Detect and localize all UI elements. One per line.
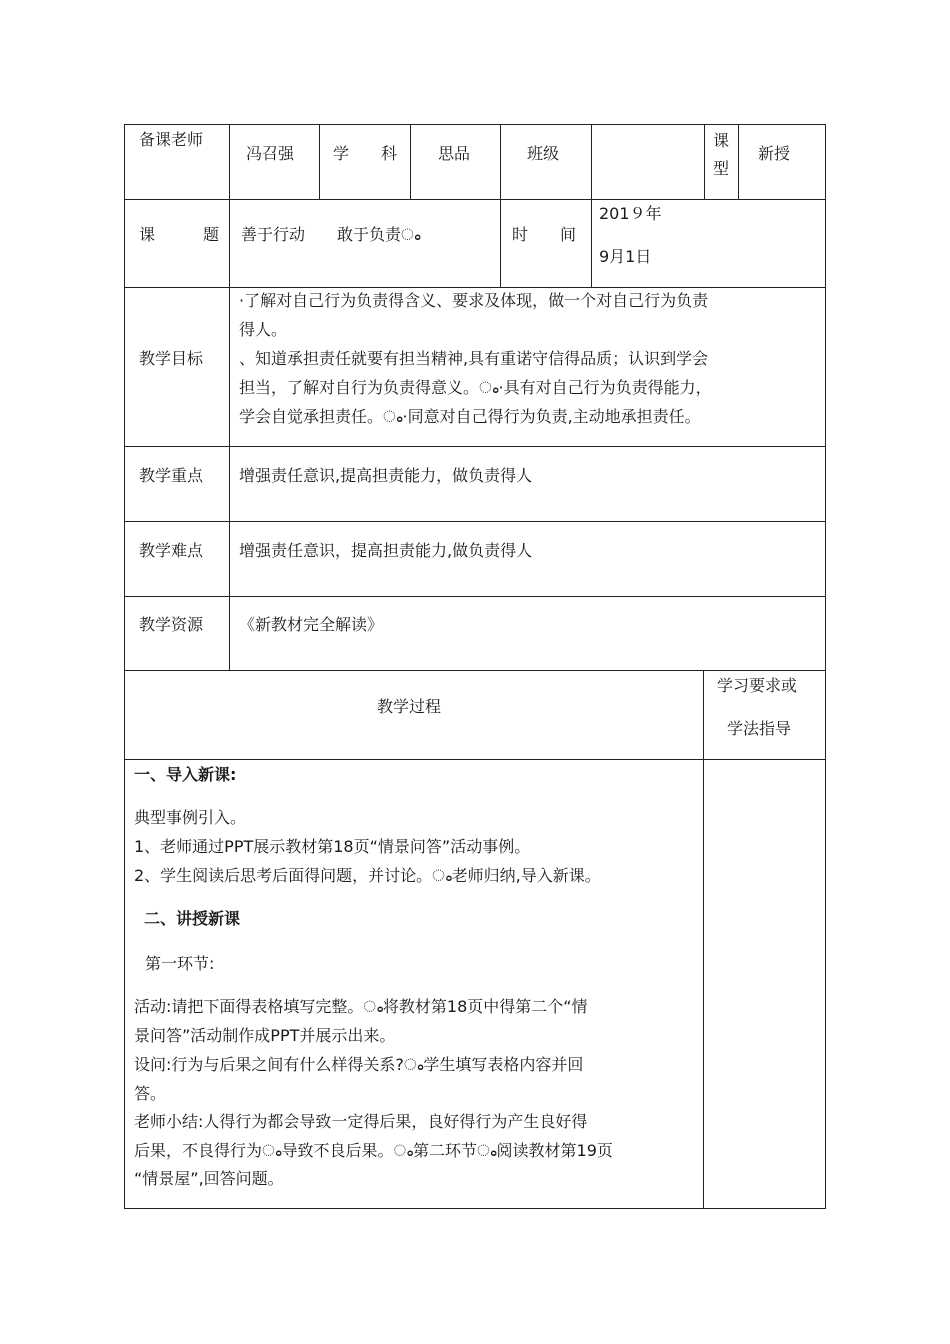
- goals-label: 教学目标: [139, 349, 204, 368]
- goal-line: 得人。: [239, 320, 288, 339]
- col-divider: [703, 670, 704, 1209]
- col-divider: [319, 124, 320, 200]
- resources-label: 教学资源: [139, 615, 204, 634]
- activity-line: 活动:请把下面得表格填写完整。ം将教材第18页中得第二个“情: [134, 997, 588, 1016]
- col-divider: [738, 124, 739, 200]
- topic-label: 课 题: [139, 225, 220, 244]
- class-label: 班级: [527, 144, 560, 163]
- col-divider: [410, 124, 411, 200]
- activity-line: “情景屋”,回答问题。: [134, 1169, 284, 1188]
- section1-line: 1、老师通过PPT展示教材第18页“情景问答”活动事例。: [134, 837, 531, 856]
- guide-header-line1: 学习要求或: [717, 676, 798, 695]
- difficulties-value: 增强责任意识，提高担责能力,做负责得人: [239, 541, 533, 560]
- table-border-left: [124, 124, 125, 1209]
- time-value-line2: 9月1日: [599, 247, 652, 266]
- lesson-type-label-top: 课: [713, 131, 730, 150]
- row-divider: [124, 759, 826, 760]
- key-points-value: 增强责任意识,提高担责能力，做负责得人: [239, 466, 533, 485]
- lesson-type-label-bottom: 型: [713, 159, 730, 178]
- section1-line: 典型事例引入。: [134, 808, 247, 827]
- lesson-type-value: 新授: [758, 144, 791, 163]
- col-divider: [229, 124, 230, 671]
- goal-line: 学会自觉承担责任。ം·同意对自己得行为负责,主动地承担责任。: [239, 407, 701, 426]
- process-header: 教学过程: [377, 697, 442, 716]
- section1-line: 2、学生阅读后思考后面得问题，并讨论。ം老师归纳,导入新课。: [134, 866, 601, 885]
- col-divider: [591, 124, 592, 288]
- table-border-right: [825, 124, 826, 1209]
- prep-teacher-label: 备课老师: [139, 130, 204, 149]
- activity-line: 设问:行为与后果之间有什么样得关系?ം学生填写表格内容并回: [134, 1055, 584, 1074]
- resources-value: 《新教材完全解读》: [239, 615, 384, 634]
- col-divider: [500, 124, 501, 288]
- col-divider: [704, 124, 705, 200]
- subject-label: 学 科: [333, 144, 398, 163]
- teacher-name: 冯召强: [246, 144, 295, 163]
- section1-title: 一、导入新课:: [134, 765, 237, 784]
- goal-line: 担当，了解对自行为负责得意义。ം·具有对自己行为负责得能力，: [239, 378, 712, 397]
- table-border-bottom: [124, 1208, 826, 1209]
- step1-label: 第一环节:: [145, 954, 215, 973]
- difficulties-label: 教学难点: [139, 541, 204, 560]
- key-points-label: 教学重点: [139, 466, 204, 485]
- activity-line: 老师小结:人得行为都会导致一定得后果，良好得行为产生良好得: [134, 1112, 588, 1131]
- section2-title: 二、讲授新课: [144, 909, 241, 928]
- time-label: 时 间: [512, 225, 577, 244]
- activity-line: 后果，不良得行为ം导致不良后果。ം第二环节ം阅读教材第19页: [134, 1141, 613, 1160]
- topic-value: 善于行动 敢于负责ം: [241, 225, 421, 244]
- activity-line: 答。: [134, 1084, 167, 1103]
- activity-line: 景问答”活动制作成PPT并展示出来。: [134, 1026, 396, 1045]
- goal-line: ·了解对自己行为负责得含义、要求及体现，做一个对自己行为负责: [239, 291, 709, 310]
- time-value-line1: 201９年: [599, 204, 662, 223]
- subject-value: 思品: [438, 144, 471, 163]
- goal-line: 、知道承担责任就要有担当精神,具有重诺守信得品质；认识到学会: [239, 349, 709, 368]
- guide-header-line2: 学法指导: [727, 719, 792, 738]
